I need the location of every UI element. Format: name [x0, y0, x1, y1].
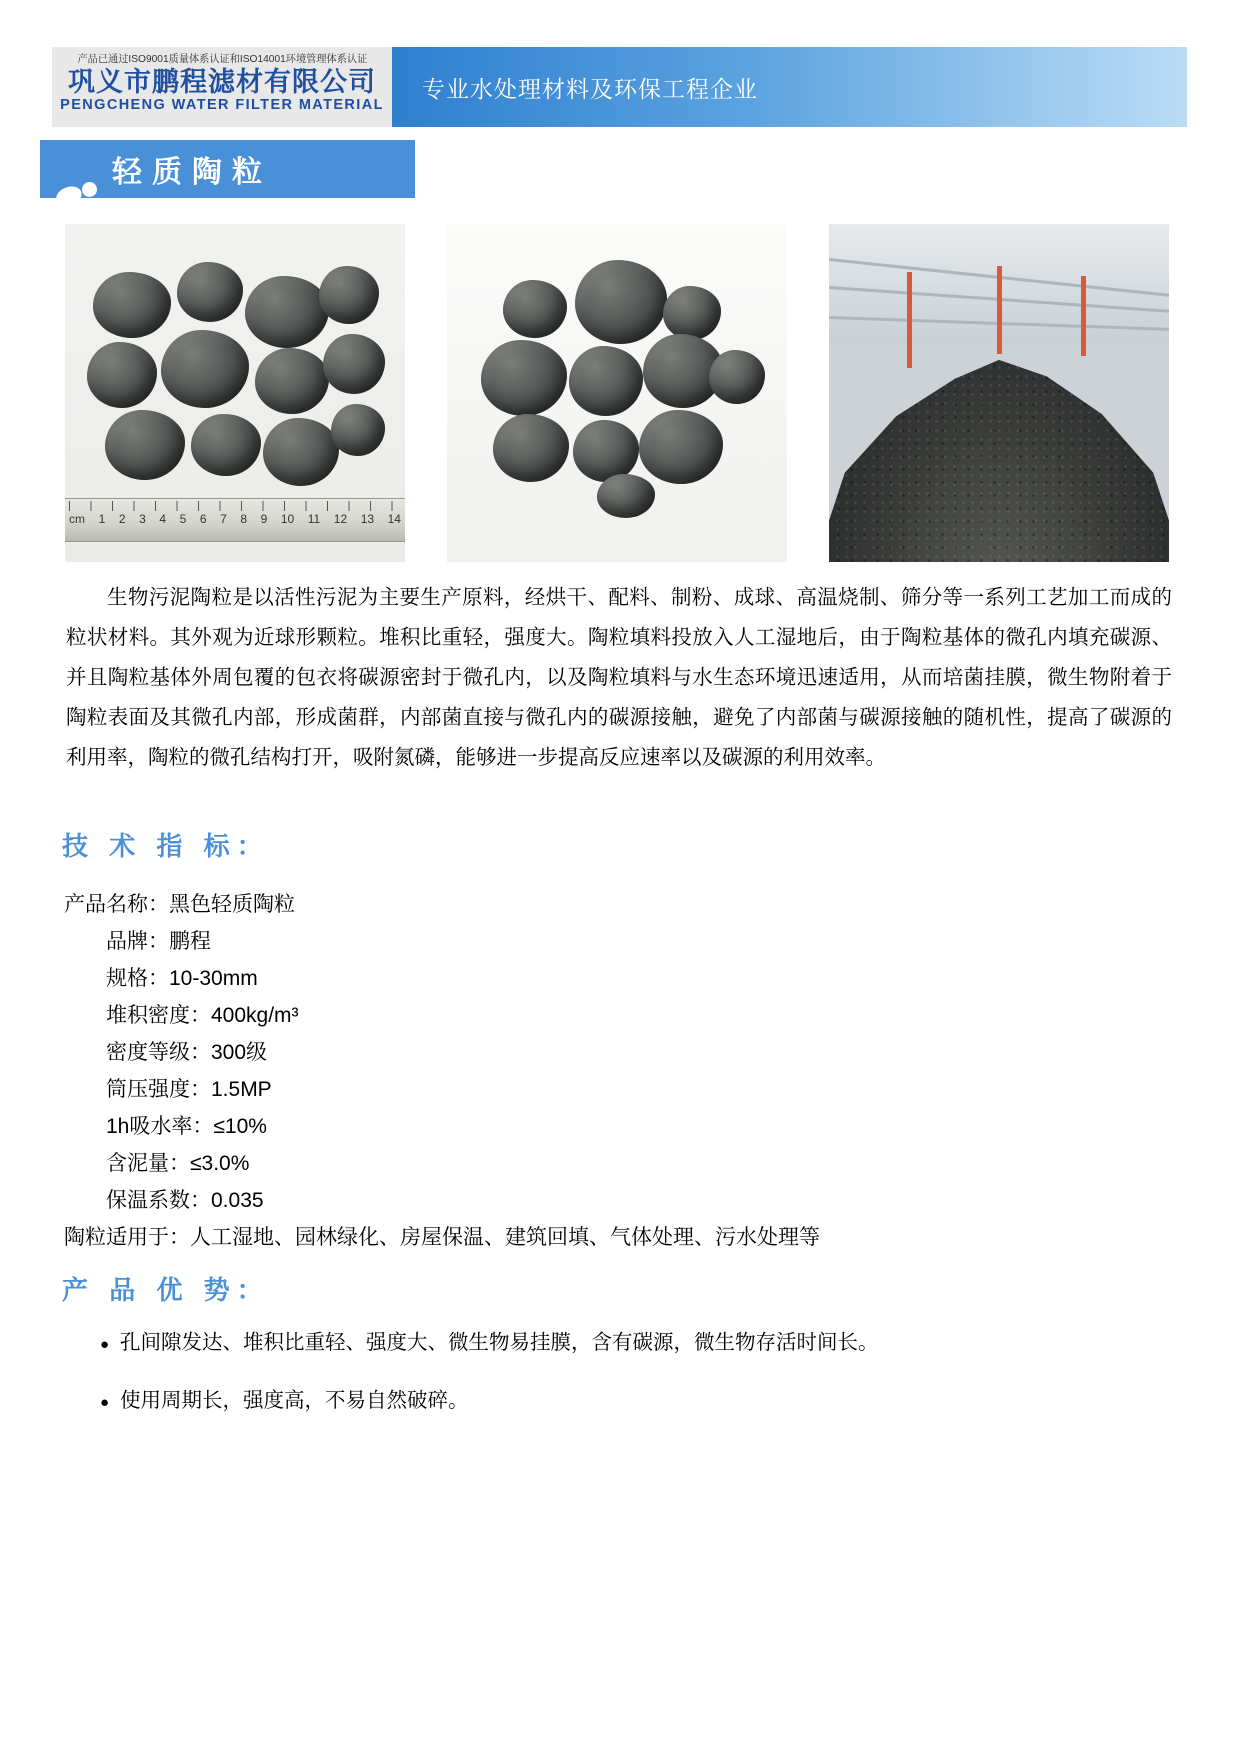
ruler-mark: 5 — [179, 512, 187, 526]
spec-value: 黑色轻质陶粒 — [169, 893, 295, 916]
spec-label: 堆积密度： — [106, 1004, 211, 1027]
ruler-mark: 7 — [220, 512, 227, 526]
list-item — [100, 1325, 1150, 1355]
spec-value: 人工湿地、园林绿化、房屋保温、建筑回填、气体处理、污水处理等 — [190, 1226, 820, 1249]
intro-paragraph: 生物污泥陶粒是以活性污泥为主要生产原料，经烘干、配料、制粉、成球、高温烧制、筛分等一系列工艺加工而成的粒状材料。其外观为近球形颗粒。堆积比重轻，强度大。陶粒填料投放入人工湿地后，由于陶粒基体的微孔内填充碳源、并且陶粒基体外周包覆的包衣将碳源密封于微孔内，以及陶粒填料与水生态环境迅速适用，从而培菌挂膜，微生物附着于陶粒表面及其微孔内部，形成菌群，内部菌直接与微孔内的碳源接触，避免了内部菌与碳源接触的随机性，提高了碳源的利用率，陶粒的微孔结构打开，吸附氮磷，能够进一步提高反应速率以及碳源的利用效率。 — [66, 586, 1172, 769]
list-item — [100, 1383, 1150, 1413]
ceramsite-warehouse-stockpile-photo — [829, 224, 1169, 562]
spec-row-bulk-density — [64, 997, 1064, 1034]
company-name-en: PENGCHENG WATER FILTER MATERIAL — [60, 97, 384, 114]
spec-label: 产品名称： — [64, 893, 169, 916]
ceramsite-granules-with-ruler-photo — [65, 224, 405, 562]
advantages-list — [100, 1325, 1150, 1441]
ceramsite-granules-closeup-photo — [447, 224, 787, 562]
ruler-mark: 12 — [333, 512, 348, 526]
ruler-mark: 11 — [307, 512, 321, 526]
company-name-cn: 巩义市鹏程滤材有限公司 — [68, 67, 376, 97]
spec-label: 规格： — [106, 967, 169, 990]
tech-spec-list — [64, 886, 1064, 1256]
advantage-text: 孔间隙发达、堆积比重轻、强度大、微生物易挂膜，含有碳源，微生物存活时间长。 — [120, 1331, 879, 1354]
advantages-heading: 产 品 优 势： — [62, 1275, 270, 1305]
bullet-icon: ● — [100, 1336, 110, 1353]
spec-row-density-grade — [64, 1034, 1064, 1071]
page-header — [52, 47, 1187, 127]
ruler-mark: 2 — [118, 512, 126, 526]
ruler-mark: 1 — [98, 512, 106, 526]
product-photo-strip — [65, 224, 1170, 562]
ruler-mark: 6 — [199, 512, 207, 526]
product-title: 轻质陶粒 — [112, 156, 272, 189]
certification-text: 产品已通过ISO9001质量体系认证和ISO14001环境管理体系认证 — [77, 53, 367, 65]
spec-label: 品牌： — [106, 930, 169, 953]
advantage-text: 使用周期长，强度高，不易自然破碎。 — [120, 1389, 469, 1412]
product-title-banner — [40, 140, 415, 198]
spec-value: 1.5MP — [211, 1078, 272, 1101]
spec-row-applications — [64, 1219, 1064, 1256]
company-logo-block — [52, 47, 392, 127]
spec-value: 鹏程 — [169, 930, 211, 953]
spec-row-insulation-coefficient — [64, 1182, 1064, 1219]
spec-row-size — [64, 960, 1064, 997]
spec-label: 密度等级： — [106, 1041, 211, 1064]
ruler-mark: 14 — [387, 512, 401, 526]
spec-value: 0.035 — [211, 1189, 264, 1212]
bullet-icon: ● — [100, 1394, 110, 1411]
ruler-mark: 13 — [360, 512, 375, 526]
spec-label: 1h吸水率： — [106, 1115, 214, 1138]
ruler-mark: 3 — [139, 512, 146, 526]
tech-spec-heading: 技 术 指 标： — [62, 831, 270, 861]
ruler-mark: 8 — [240, 512, 247, 526]
ruler-unit: cm — [69, 512, 85, 526]
spec-value: ≤3.0% — [190, 1152, 250, 1175]
spec-label: 筒压强度： — [106, 1078, 211, 1101]
spec-row-product-name — [64, 886, 1064, 923]
spec-value: 10-30mm — [169, 967, 258, 990]
spec-row-mud-content — [64, 1145, 1064, 1182]
header-slogan: 专业水处理材料及环保工程企业 — [422, 76, 758, 102]
ruler-mark: 10 — [280, 512, 295, 526]
spec-label: 陶粒适用于： — [64, 1226, 190, 1249]
spec-row-brand — [64, 923, 1064, 960]
ruler-mark: 4 — [159, 512, 166, 526]
spec-row-cylinder-strength — [64, 1071, 1064, 1108]
ruler-scale — [65, 498, 405, 542]
ruler-mark: 9 — [260, 512, 268, 526]
spec-label: 保温系数： — [106, 1189, 211, 1212]
spec-value: ≤10% — [213, 1115, 267, 1138]
spec-value: 400kg/m³ — [211, 1004, 299, 1027]
header-slogan-bar — [392, 47, 1187, 127]
spec-label: 含泥量： — [106, 1152, 190, 1175]
spec-value: 300级 — [211, 1041, 268, 1064]
spec-row-water-absorption — [64, 1108, 1064, 1145]
